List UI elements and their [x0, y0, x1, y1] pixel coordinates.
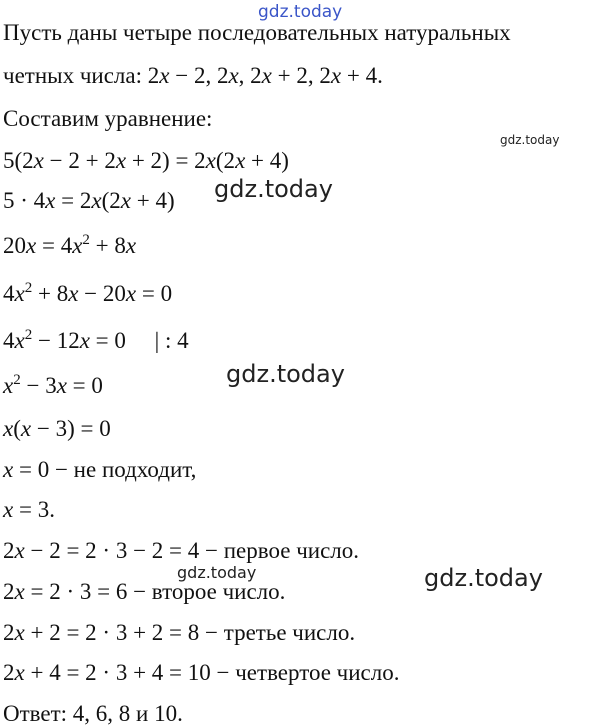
watermark-logo: gdz.today: [214, 175, 333, 203]
watermark-logo: gdz.today: [177, 563, 257, 582]
watermark-logo: gdz.today: [226, 360, 345, 388]
equation-line: $4x^2 - 12x = 0$ | : 4: [3, 327, 189, 353]
equation-line: $20x = 4x^2 + 8x$: [3, 232, 137, 258]
equation-line: 5 · 4x = 2x(2x + 4): [3, 188, 175, 213]
equation-line: $4x^2 + 8x - 20x = 0$: [3, 280, 173, 306]
equation-line: x(x − 3) = 0: [3, 416, 111, 441]
number-line-second: 2x = 2 · 3 = 6 − второе число.: [3, 579, 286, 604]
watermark-logo: gdz.today: [424, 564, 543, 592]
answer-line: Ответ: 4, 6, 8 и 10.: [3, 701, 183, 726]
equation-line: 5(2x − 2 + 2x + 2) = 2x(2x + 4): [3, 148, 289, 173]
number-line-third: 2x + 2 = 2 · 3 + 2 = 8 − третье число.: [3, 620, 356, 645]
problem-statement-line-2: четных числа: 2x − 2, 2x, 2x + 2, 2x + 4.: [3, 63, 383, 88]
watermark-logo: gdz.today: [500, 133, 560, 147]
root-line: x = 0 − не подходит,: [3, 457, 197, 482]
numbers-expression: 2x − 2, 2x, 2x + 2, 2x + 4.: [147, 63, 383, 88]
number-line-fourth: 2x + 4 = 2 · 3 + 4 = 10 − четвертое число.: [3, 660, 400, 685]
equation-heading: Составим уравнение:: [3, 106, 213, 131]
root-line: x = 3.: [3, 497, 55, 522]
equation-line: $x^2 - 3x = 0$: [3, 372, 103, 398]
problem-statement-line-1: Пусть даны четыре последовательных натуральных: [3, 20, 511, 45]
watermark-logo: gdz.today: [258, 2, 343, 22]
number-line-first: 2x − 2 = 2 · 3 − 2 = 4 − первое число.: [3, 538, 360, 563]
